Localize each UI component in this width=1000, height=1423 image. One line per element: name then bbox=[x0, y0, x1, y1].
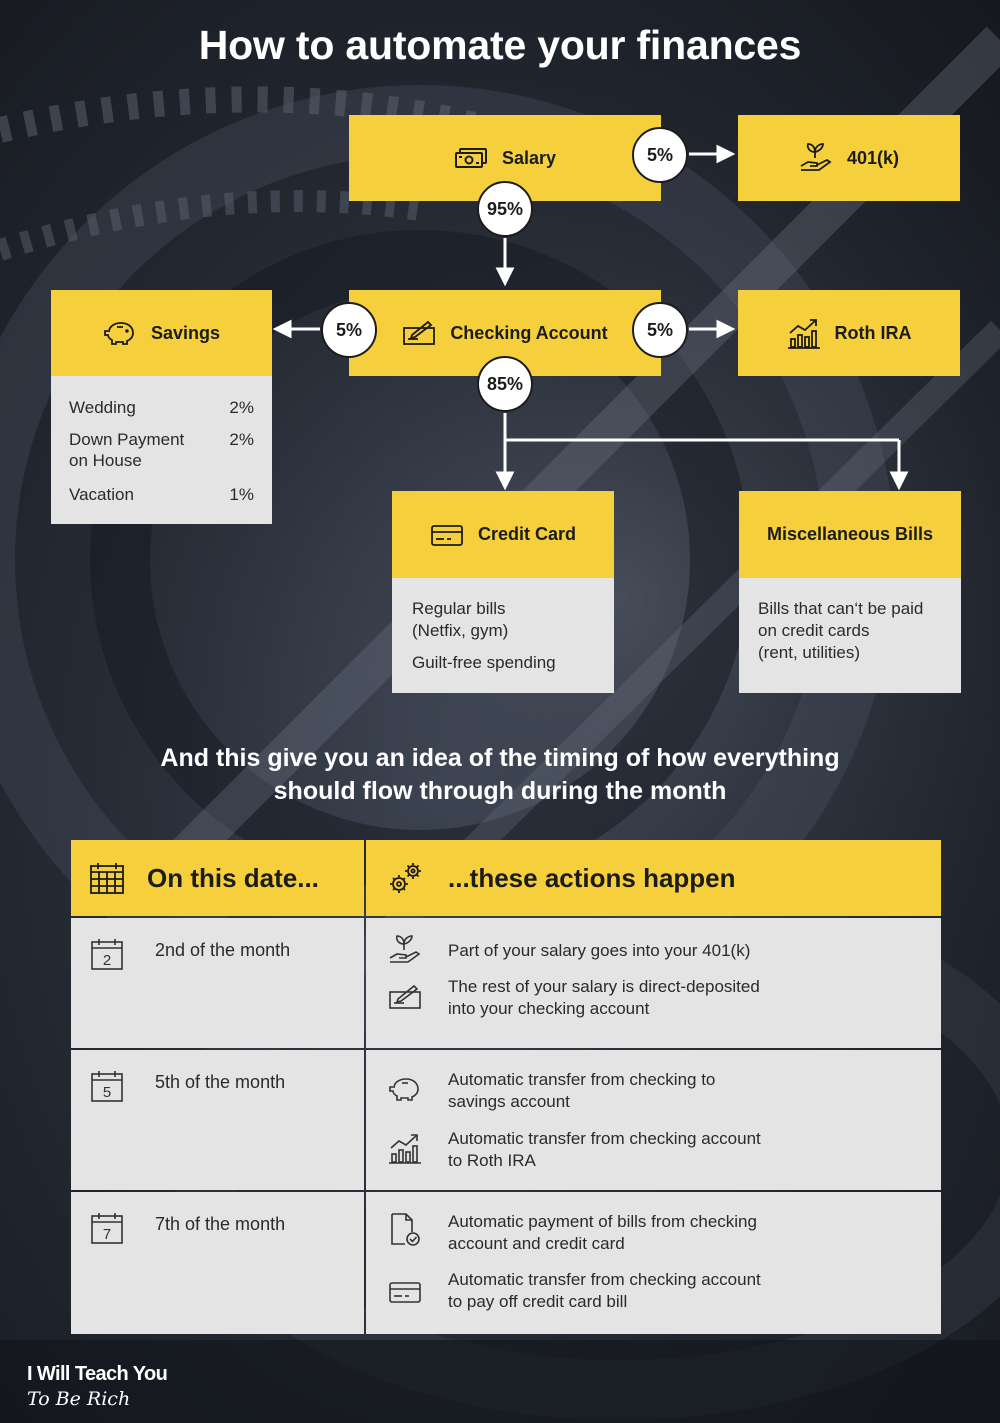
piggy-bank-icon bbox=[388, 1076, 422, 1107]
calendar-day-icon bbox=[91, 938, 123, 975]
calendar-icon bbox=[89, 861, 125, 895]
misc-bills-box bbox=[739, 491, 961, 578]
credit-card-label: Credit Card bbox=[477, 524, 576, 544]
calendar-day-icon bbox=[91, 1070, 123, 1107]
pct-bills-circle: 85% bbox=[477, 356, 533, 412]
credit-card-icon bbox=[430, 523, 464, 547]
k401-label: 401(k) bbox=[846, 147, 900, 168]
action-text: The rest of your salary is direct-deposited into your checking account bbox=[448, 977, 760, 1018]
plant-hand-icon bbox=[799, 142, 833, 174]
row-date: 7th of the month bbox=[155, 1214, 286, 1234]
growth-chart-icon bbox=[388, 1132, 422, 1169]
brand-logo-line1: I Will Teach You bbox=[27, 1363, 168, 1385]
table-row bbox=[71, 1192, 364, 1334]
page-title: How to automate your finances bbox=[198, 22, 802, 68]
salary-label: Salary bbox=[501, 147, 557, 168]
piggy-bank-icon bbox=[103, 320, 137, 346]
action-text: Automatic transfer from checking account to Roth IRA bbox=[448, 1129, 761, 1170]
checking-label: Checking Account bbox=[450, 322, 608, 343]
roth-label: Roth IRA bbox=[834, 322, 912, 343]
gears-icon bbox=[388, 861, 424, 895]
action-text: Automatic payment of bills from checking account and credit card bbox=[448, 1212, 757, 1253]
document-check-icon bbox=[388, 1212, 422, 1253]
calendar-day-icon bbox=[91, 1212, 123, 1249]
table-header-date: On this date... bbox=[71, 840, 364, 916]
pct-checking-circle: 95% bbox=[477, 181, 533, 237]
money-icon bbox=[454, 147, 488, 169]
svg-text:2: 2 bbox=[102, 952, 112, 969]
table-row-actions bbox=[366, 1050, 941, 1190]
action-text: Automatic transfer from checking account to pay off credit card bill bbox=[448, 1270, 761, 1311]
pct-savings-circle: 5% bbox=[321, 302, 377, 358]
roth-box bbox=[738, 290, 960, 376]
growth-chart-icon bbox=[787, 317, 821, 349]
savings-details bbox=[51, 376, 272, 524]
svg-text:5: 5 bbox=[102, 1084, 112, 1101]
check-icon bbox=[402, 320, 436, 346]
timing-subtitle: And this give you an idea of the timing of how everything should flow through during the month bbox=[160, 744, 840, 805]
credit-card-details: Regular bills (Netfix, gym) Guilt-free spending bbox=[392, 578, 614, 693]
misc-bills-details: Bills that can‘t be paid on credit cards (rent, utilities) bbox=[739, 578, 961, 693]
table-row-actions bbox=[366, 1192, 941, 1334]
brand-logo-line2: To Be Rich bbox=[27, 1388, 131, 1410]
row-date: 5th of the month bbox=[155, 1072, 286, 1092]
svg-text:7: 7 bbox=[102, 1226, 112, 1243]
table-row bbox=[71, 1050, 364, 1190]
credit-card-icon bbox=[388, 1280, 422, 1309]
action-text: Automatic transfer from checking to savings account bbox=[448, 1070, 716, 1111]
savings-item: Wedding 2% bbox=[69, 398, 254, 417]
check-icon bbox=[388, 984, 422, 1015]
k401-box bbox=[738, 115, 960, 201]
savings-label: Savings bbox=[150, 322, 221, 343]
pct-401k-circle: 5% bbox=[632, 127, 688, 183]
pct-roth-circle: 5% bbox=[632, 302, 688, 358]
table-header-actions: ...these actions happen bbox=[366, 840, 941, 916]
credit-card-box bbox=[392, 491, 614, 578]
savings-box bbox=[51, 290, 272, 376]
savings-item: Down Payment on House 2% bbox=[69, 430, 254, 470]
table-row-actions bbox=[366, 918, 941, 1048]
plant-hand-icon bbox=[388, 934, 422, 971]
misc-bills-label: Miscellaneous Bills bbox=[766, 524, 934, 544]
table-row bbox=[71, 918, 364, 1048]
row-date: 2nd of the month bbox=[155, 940, 291, 960]
action-text: Part of your salary goes into your 401(k) bbox=[448, 941, 751, 960]
savings-item: Vacation 1% bbox=[69, 485, 254, 504]
